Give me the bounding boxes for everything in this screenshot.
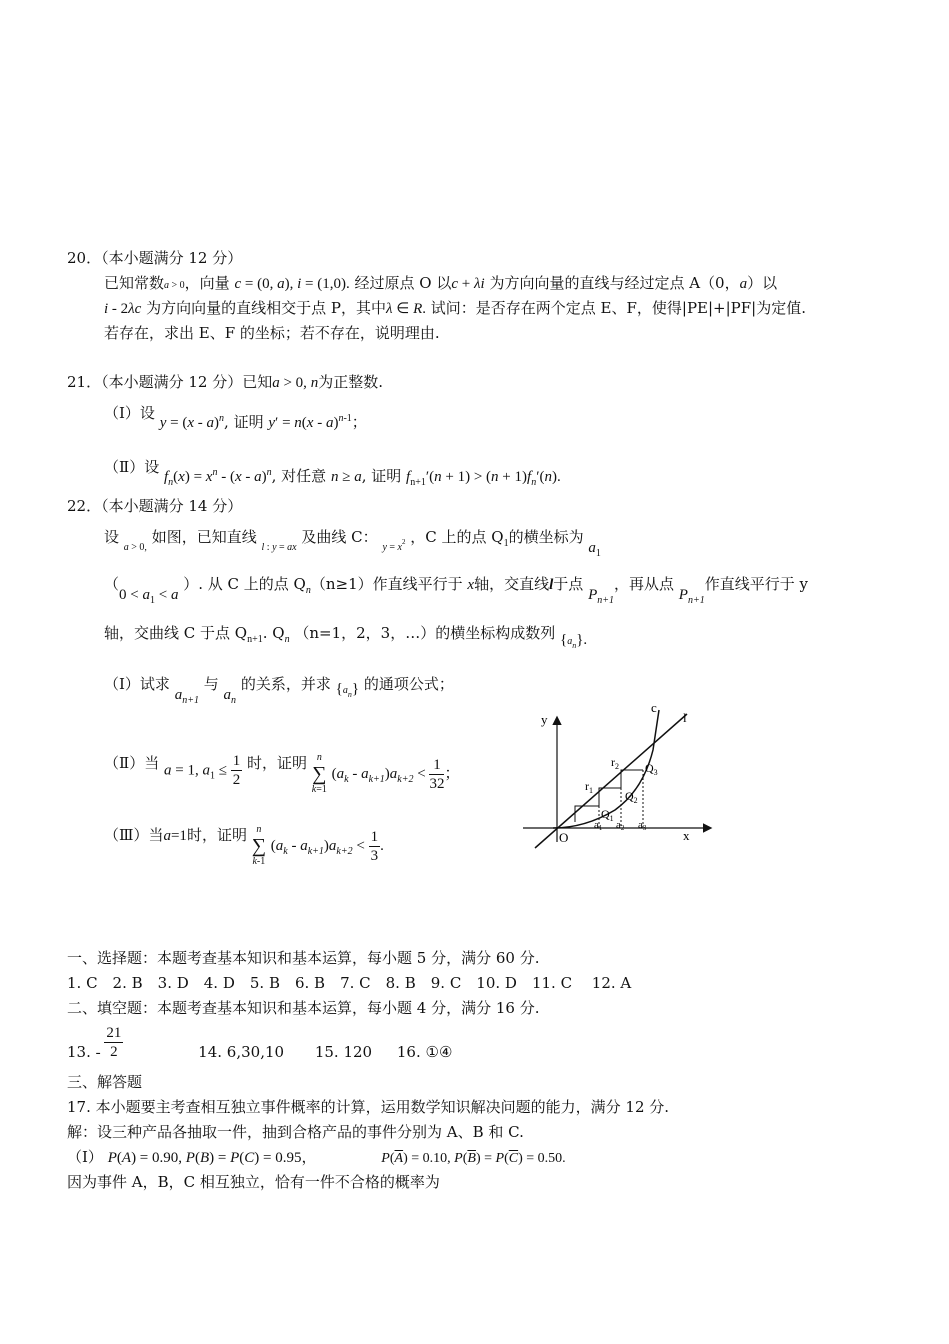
label-x: x (683, 828, 690, 843)
answers-section-1: 一、选择题：本题考查基本知识和基本运算，每小题 5 分，满分 60 分. (67, 949, 540, 967)
answers-section-2: 二、填空题：本题考查基本知识和基本运算，每小题 4 分，满分 16 分. (67, 999, 540, 1017)
q21-part-1: （Ⅰ）设 y = (x - a)$^n$, 证明 y′ = n(x - a)$^{n-1}$； (104, 404, 367, 431)
q22-part-3: （Ⅲ）当a=1时，证明 n ∑ k-1 $(a_k - a_{k+1})a_{k+2}$ < $\frac{1}{3}$ . (104, 824, 384, 867)
label-l: l (683, 710, 687, 725)
label-a1: a1 (594, 819, 603, 832)
q22-line-3: 轴，交曲线 C 于点 $Q_{n+1}$. $Q_n$ （n=1，2，3，…）的横坐标构成数列 $\{a_n\}$. (104, 624, 588, 650)
q22-line-1: 设 a > 0, 如图，已知直线 l : y = ax 及曲线 C： $y = x^2$ ，C 上的点 $Q_1$的横坐标为 $a_1$ (104, 528, 601, 559)
q22-part-1: （Ⅰ）试求 $a_{n+1}$ 与 $a_n$ 的关系，并求 $\{a_n\}$ 的通项公式； (104, 675, 454, 706)
label-c: c (651, 700, 657, 715)
label-o: O (559, 830, 569, 845)
choice-answers: 1. C 2. B 3. D 4. D 5. B 6. B 7. C 8. B 9. C 10. D 11. C 12. A (67, 974, 632, 992)
q22-heading: 22．（本小题满分 14 分） (67, 497, 243, 515)
q17-solution: 解：设三种产品各抽取一件，抽到合格产品的事件分别为 A、B 和 C. (67, 1123, 524, 1141)
label-q1: $Q_1$ (601, 807, 614, 823)
label-a2: a2 (616, 819, 625, 832)
label-r2: $r_2$ (611, 755, 619, 771)
q20-heading: 20．（本小题满分 12 分） (67, 249, 243, 267)
q20-line-1: 已知常数a > 0，向量 c = (0, a), i = (1,0). 经过原点 O 以c + λi 为方向向量的直线与经过定点 A（0，a）以 (104, 274, 778, 292)
q20-line-3: 若存在，求出 E、F 的坐标；若不存在，说明理由. (104, 324, 440, 342)
fill-answers: 13. - $\frac{21}{2}$ 14. 6,30,10 15. 120 16. ①④ (67, 1025, 453, 1061)
label-q3: $Q_3$ (645, 761, 658, 777)
label-a3: a3 (638, 819, 647, 832)
q17-independence: 因为事件 A，B，C 相互独立，恰有一件不合格的概率为 (67, 1173, 440, 1191)
label-q2: $Q_2$ (625, 789, 638, 805)
q21-heading: 21．（本小题满分 12 分）已知a > 0, n为正整数. (67, 373, 383, 391)
answers-section-3: 三、解答题 (67, 1073, 143, 1091)
q22-line-2: （$0 < a_1 < a$ ）. 从 C 上的点 $Q_n(n\ge 1)$作直线平行于 x轴，交直线l于点 $P_{n+1}$，再从点 $P_{n+1}$作直线平行于 y (104, 575, 808, 606)
q21-part-2: （Ⅱ）设 $f_n(x) = x^n - (x - a)^n$, 对任意 n ≥ a, 证明 $f_{n+1}'(n + 1) > (n + 1)f_n'(n)$. (104, 458, 561, 488)
label-y: y (541, 712, 548, 727)
q17-description: 17. 本小题要主考查相互独立事件概率的计算，运用数学知识解决问题的能力，满分 12 分. (67, 1098, 670, 1116)
q22-part-2: （Ⅱ）当 a = 1, $a_1$ ≤ $\frac{1}{2}$ 时，证明 n ∑ k=1 $(a_k - a_{k+1})a_{k+2}$ < $\frac{1}{32}$ ； (104, 752, 460, 795)
q17-part-1: （Ⅰ） P(A) = 0.90, P(B) = P(C) = 0.95， $P(\overline{A}) = 0.10$, $P(\overline{B}) = P(\overline{C}) = 0.50$. (67, 1148, 566, 1166)
label-r1: $r_1$ (585, 779, 593, 795)
q20-line-2: i - 2λc 为方向向量的直线相交于点 P，其中λ ∈ R. 试问：是否存在两个定点 E、F，使得|PE|+|PF|为定值. (104, 299, 806, 317)
curve-figure (515, 700, 725, 850)
